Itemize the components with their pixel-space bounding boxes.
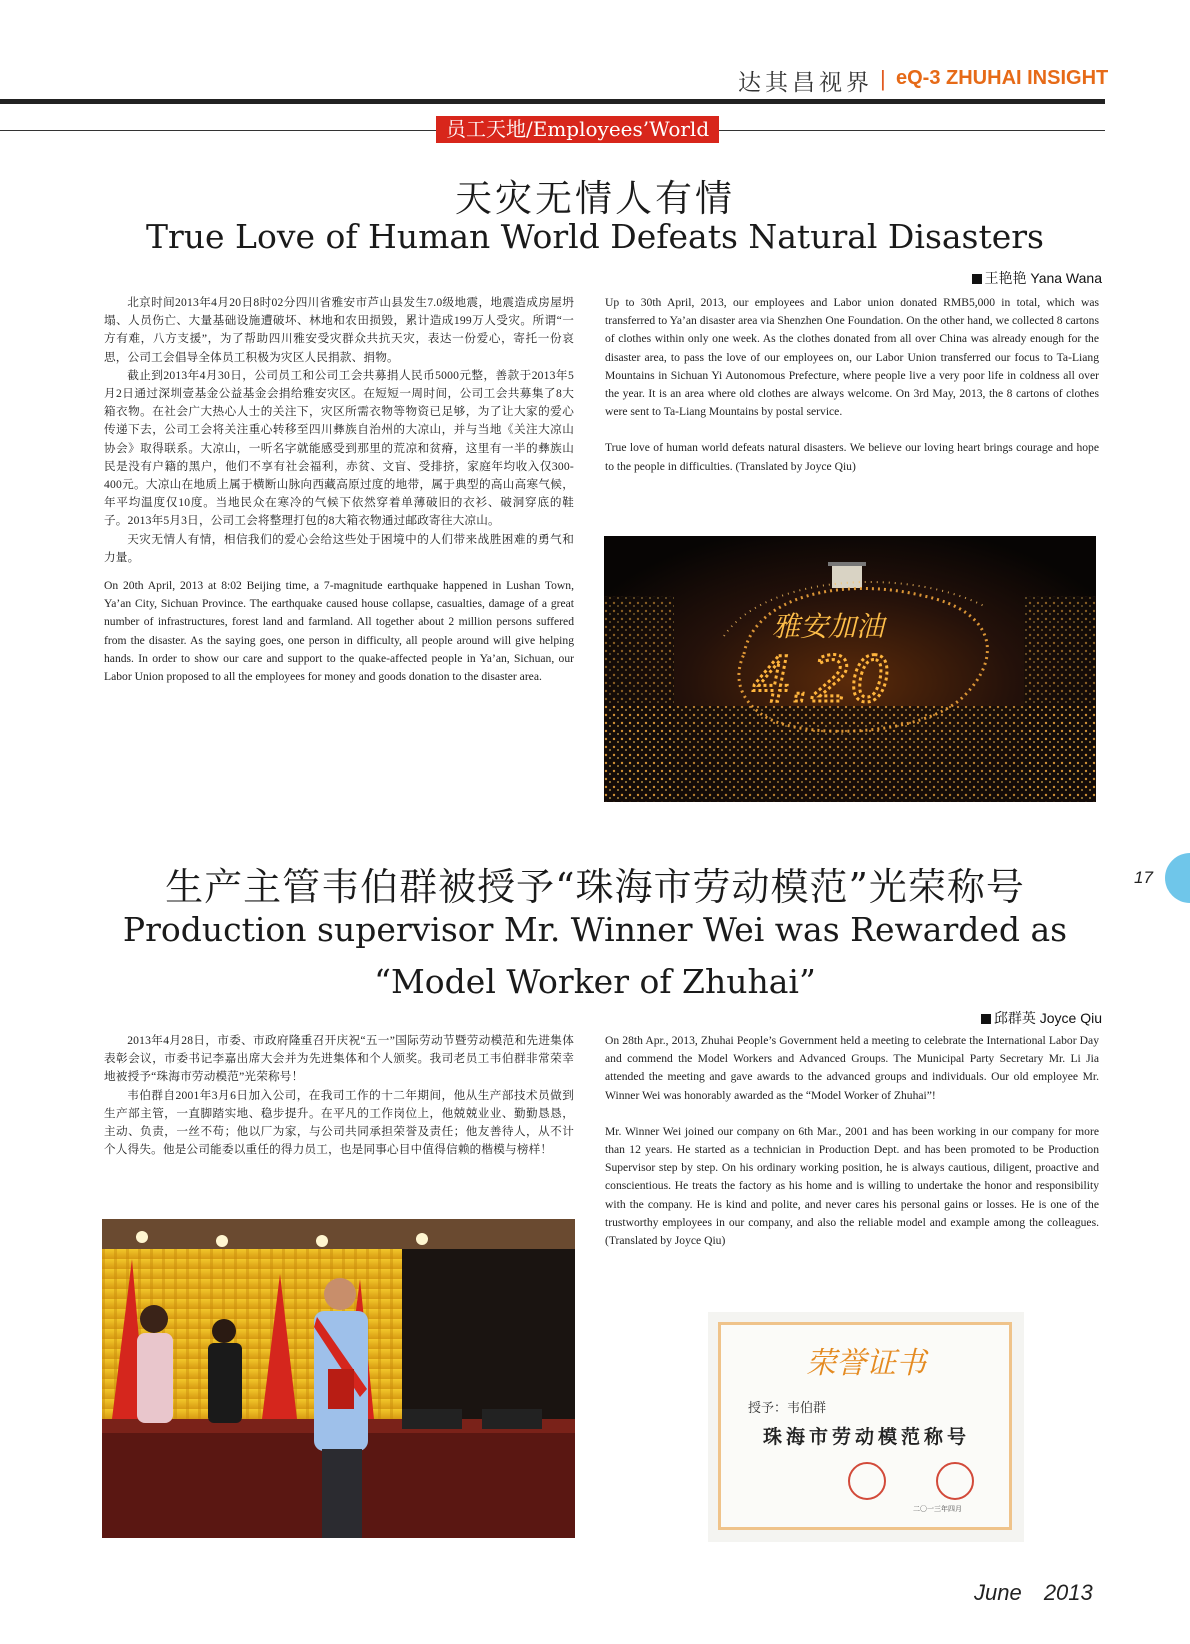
certificate-title: 珠海市劳动模范称号 [763,1426,971,1448]
page-number: 17 [1134,868,1153,887]
honor-certificate-photo [708,1312,1024,1542]
certificate-date: 二〇一三年四月 [913,1505,962,1513]
header-separator: | [880,66,886,91]
article2-en-paragraph: Mr. Winner Wei joined our company on 6th Mar., 2001 and has been working in our company for more than 12 years. He started as a technician in Production Dept. and has been promoted to be Production Supervisor step by step. On his ordinary working position, he is always cautious, diligent, proactive and conscientious. He treats the factory as his home and is willing to undertake the honor and responsibility with the company. He is kind and polite, and never cares his personal gains or losses. He is one of the trustworthy employees in our company, and also the reliable model and example among the colleagues. (Translated by Joyce Qiu) [605,1124,1099,1248]
article2-en-paragraph: On 28th Apr., 2013, Zhuhai People’s Government held a meeting to celebrate the International Labor Day and commend the Model Workers and Advanced Groups. The Municipal Party Secretary Mr. Li Jia attended the meeting and gave awards to the advanced groups and individuals. Our old employee Mr. Winner Wei was honorably awarded as the “Model Worker of Zhuhai”! [605,1034,1099,1102]
article1-author: 王艳艳 Yana Wana [984,270,1102,286]
magazine-name-cn: 达其昌视界 [738,70,873,96]
section-tag: 员工天地/Employees’World [436,116,719,143]
article2-right-column [605,1032,1099,1250]
article1-title-cn: 天灾无情人有情 [455,177,735,220]
award-ceremony-illustration [102,1219,575,1538]
article2-title-en-line1: Production supervisor Mr. Winner Wei was Rewarded as [122,910,1068,949]
article1-title-en: True Love of Human World Defeats Natural Disasters [145,217,1044,256]
article2-cn-paragraph: 韦伯群自2001年3月6日加入公司，在我司工作的十二年期间，他从生产部技术员做到生产部主管，一直脚踏实地、稳步提升。在平凡的工作岗位上，他兢兢业业、勤勤恳恳，主动、负责，一丝不苟；他以厂为家，与公司共同承担荣誉及责任；他友善待人，从不计个人得失。他是公司能委以重任的得力员工，也是同事心目中值得信赖的楷模与榜样！ [104,1088,574,1157]
article2-author: 邱群英 Joyce Qiu [993,1010,1102,1026]
article1-en-paragraph: Up to 30th April, 2013, our employees and Labor union donated RMB5,000 in total, which was transferred to Ya’an disaster area via Shenzhen One Foundation. On the other hand, we collected 8 cartons of clothes within only one week. As the clothes donated from all over China was already enough for the disaster area, to pass the love of our employees on, our Labor Union transferred our focus to Ta-Liang Mountains in Sichuan Yi Autonomous Prefecture, where people live a very poor life in coldness all over the year. It is an area where old clothes are always welcome. On 3rd May, 2013, the 8 cartons of clothes were sent to Ta-Liang Mountains by postal service. [605,296,1099,419]
candle-vigil-photo [604,536,1096,802]
article1-right-column [605,294,1099,476]
article1-cn-paragraph: 北京时间2013年4月20日8时02分四川省雅安市芦山县发生7.0级地震，地震造成房屋坍塌、人员伤亡、大量基础设施遭破坏、林地和农田损毁，累计造成199万人受灾。所谓“一方有难，八方支援”，为了帮助四川雅安受灾群众共抗天灾，表达一份爱心，寄托一份哀思，公司工会倡导全体员工积极为灾区人民捐款、捐物。 [104,296,574,364]
article2-left-column [104,1032,574,1159]
official-seal-left [848,1462,886,1500]
photo-caption-date: 4.20 [752,643,891,716]
article2-cn-paragraph: 2013年4月28日，市委、市政府隆重召开庆祝“五一”国际劳动节暨劳动模范和先进集体表彰会议，市委书记李嘉出席大会并为先进集体和个人颁奖。我司老员工韦伯群非常荣幸地被授予“珠海市劳动模范”光荣称号！ [104,1034,574,1084]
article1-en-paragraph-left: On 20th April, 2013 at 8:02 Beijing time, a 7-magnitude earthquake happened in Lushan Town, Ya’an City, Sichuan Province. The earthquake caused house collapse, casualties, damage of a great number of infrastructures, forest land and farmland. All together about 2 million persons suffered from the disaster. As the saying goes, one person in difficulty, all people around will give helping hands. In order to show our care and support to the quake-affected people in Ya’an, Sichuan, our Labor Union proposed to all the employees for money and goods donation to the disaster area. [104,579,574,684]
article1-cn-paragraph: 天灾无情人有情，相信我们的爱心会给这些处于困境中的人们带来战胜困难的勇气和力量。 [104,532,574,564]
article1-byline [972,268,1103,288]
article1-cn-paragraph: 截止到2013年4月30日，公司员工和公司工会共募捐人民币5000元整，善款于2013年5月2日通过深圳壹基金公益基金会捐给雅安灾区。在短短一周时间，公司工会共募集了8大箱衣物。在社会广大热心人士的关注下，灾区所需衣物等物资已足够，为了让大家的爱心传递下去，公司工会将关注重心转移至四川彝族自治州的大凉山，并与当地《关注大凉山协会》取得联系。大凉山，一听名字就能感受到那里的荒凉和贫瘠，这里有一半的彝族山民是没有户籍的黑户，他们不享有社会福利，赤贫、文盲、受排挤，家庭年均收入仅300-400元。大凉山在地质上属于横断山脉向西藏高原过度的地带，属于典型的高山高寒气候，年平均温度仅10度。当地民众在寒冷的气候下依然穿着单薄破旧的衣衫、破洞穿底的鞋子。2013年5月3日，公司工会将整理打包的8大箱衣物通过邮政寄往大凉山。 [104,368,574,528]
candle-vigil-illustration [604,536,1096,802]
article1-left-column [104,294,574,686]
article1-en-paragraph: True love of human world defeats natural disasters. We believe our loving heart brings courage and hope to the people in difficulties. (Translated by Joyce Qiu) [605,441,1099,473]
article2-title-cn: 生产主管韦伯群被授予“珠海市劳动模范”光荣称号 [165,865,1025,909]
article2-title-en-line2: “Model Worker of Zhuhai” [374,962,816,1001]
magazine-name-en: eQ-3 ZHUHAI INSIGHT [896,67,1109,89]
photo-caption-top: 雅安加油 [772,610,885,643]
byline-square-icon [972,274,982,284]
certificate-heading: 荣誉证书 [806,1346,926,1381]
header-rule [0,99,1105,104]
byline-square-icon [981,1014,991,1024]
certificate-awardee: 授予：韦伯群 [748,1401,827,1416]
issue-date: June 2013 [974,1580,1093,1605]
article2-byline [981,1008,1102,1028]
award-ceremony-photo [102,1219,575,1538]
official-seal-right [936,1462,974,1500]
